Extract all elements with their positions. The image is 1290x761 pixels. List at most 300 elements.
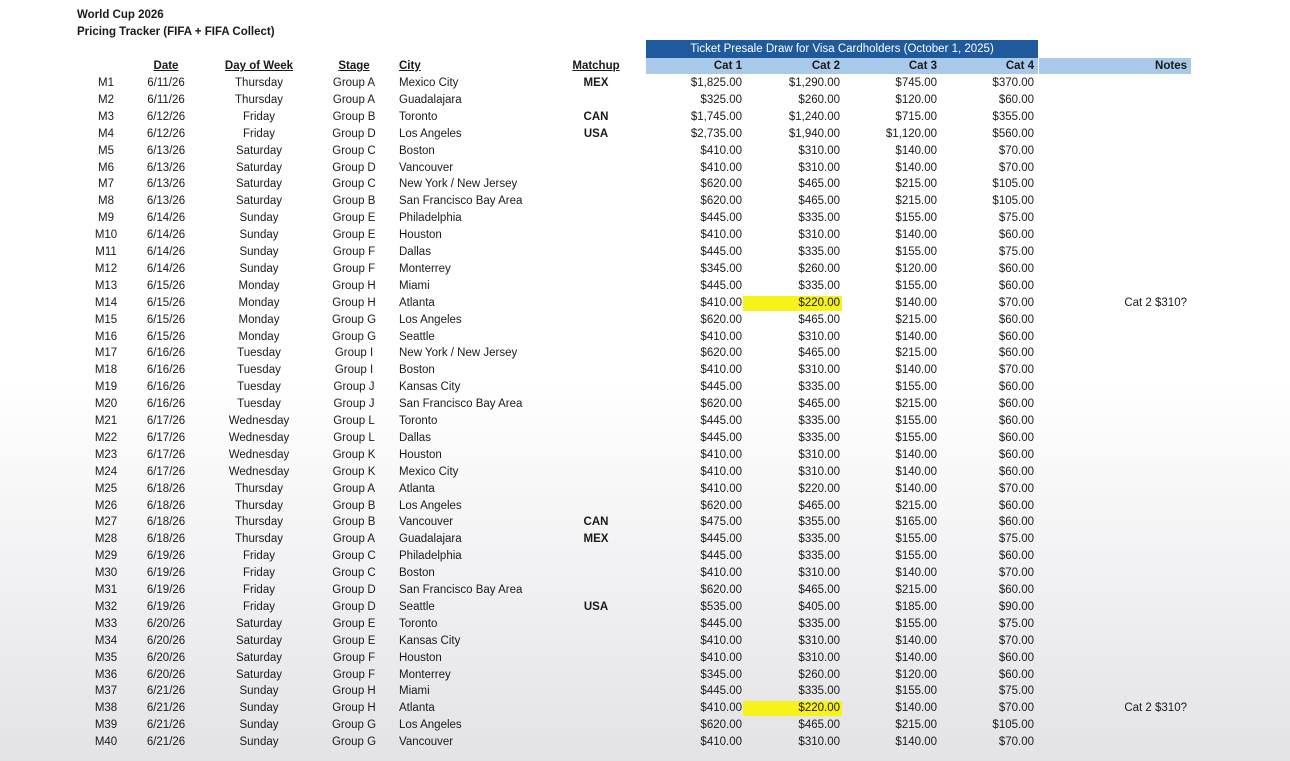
day-cell[interactable]: Wednesday xyxy=(228,431,290,444)
cat3-price-cell[interactable]: $155.00 xyxy=(895,685,937,698)
match-id-cell[interactable]: M13 xyxy=(94,279,118,292)
cat4-price-cell[interactable]: $70.00 xyxy=(998,144,1034,157)
notes-cell[interactable] xyxy=(1090,109,1187,126)
column-header-city[interactable]: City xyxy=(399,60,421,72)
matchup-cell[interactable] xyxy=(566,667,626,684)
cat3-price-cell[interactable]: $140.00 xyxy=(895,161,937,174)
stage-cell[interactable]: Group J xyxy=(333,381,375,394)
city-cell[interactable]: Houston xyxy=(399,448,442,461)
matchup-cell[interactable]: USA xyxy=(583,127,609,140)
cat3-price-cell[interactable]: $715.00 xyxy=(895,110,937,123)
match-id-cell[interactable]: M9 xyxy=(98,212,114,225)
cat1-price-cell[interactable]: $1,825.00 xyxy=(690,77,742,89)
stage-cell[interactable]: Group K xyxy=(332,448,376,461)
matchup-cell[interactable] xyxy=(566,650,626,667)
matchup-cell[interactable] xyxy=(566,481,626,498)
match-id-cell[interactable]: M36 xyxy=(94,668,118,681)
cat4-price-cell[interactable]: $70.00 xyxy=(998,702,1034,715)
match-id-cell[interactable]: M29 xyxy=(94,550,118,563)
cat1-price-cell[interactable]: $410.00 xyxy=(700,465,742,478)
cat2-price-cell[interactable]: $405.00 xyxy=(798,600,840,613)
city-cell[interactable]: Vancouver xyxy=(399,161,454,174)
cat4-price-cell[interactable]: $60.00 xyxy=(998,499,1034,512)
matchup-cell[interactable] xyxy=(566,582,626,599)
cat3-price-cell[interactable]: $140.00 xyxy=(895,702,937,715)
cat2-price-cell[interactable]: $310.00 xyxy=(798,229,840,242)
match-id-cell[interactable]: M31 xyxy=(94,584,118,596)
notes-cell[interactable] xyxy=(1090,329,1187,346)
column-header-date[interactable]: Date xyxy=(153,60,179,72)
cat2-price-cell[interactable]: $335.00 xyxy=(798,381,840,394)
matchup-cell[interactable] xyxy=(566,278,626,295)
cat1-price-cell[interactable]: $410.00 xyxy=(700,144,742,157)
date-cell[interactable]: 6/20/26 xyxy=(146,617,186,630)
notes-cell[interactable] xyxy=(1090,75,1187,92)
city-cell[interactable]: Philadelphia xyxy=(399,212,462,225)
cat4-price-cell[interactable]: $105.00 xyxy=(992,195,1034,208)
stage-cell[interactable]: Group H xyxy=(332,296,376,309)
cat2-price-cell[interactable]: $1,290.00 xyxy=(788,77,840,89)
cat4-price-cell[interactable]: $75.00 xyxy=(998,617,1034,630)
matchup-cell[interactable] xyxy=(566,447,626,464)
matchup-cell[interactable] xyxy=(566,244,626,261)
cat3-price-cell[interactable]: $215.00 xyxy=(895,499,937,512)
notes-cell[interactable] xyxy=(1090,599,1187,616)
city-cell[interactable]: Dallas xyxy=(399,246,431,258)
match-id-cell[interactable]: M15 xyxy=(94,313,118,326)
cat4-price-cell[interactable]: $75.00 xyxy=(998,212,1034,225)
stage-cell[interactable]: Group E xyxy=(332,212,376,225)
cat4-price-cell[interactable]: $70.00 xyxy=(998,736,1034,749)
city-cell[interactable]: Dallas xyxy=(399,431,431,444)
city-cell[interactable]: Toronto xyxy=(399,617,438,630)
cat4-price-cell[interactable]: $70.00 xyxy=(998,161,1034,174)
notes-cell[interactable] xyxy=(1090,498,1187,515)
column-header-cat1[interactable]: Cat 1 xyxy=(713,60,742,72)
cat4-price-cell[interactable]: $60.00 xyxy=(998,448,1034,461)
column-header-stage[interactable]: Stage xyxy=(338,60,370,72)
cat4-price-cell[interactable]: $70.00 xyxy=(998,567,1034,580)
notes-cell[interactable] xyxy=(1090,244,1187,261)
notes-cell[interactable] xyxy=(1090,193,1187,210)
city-cell[interactable]: Los Angeles xyxy=(399,127,462,140)
stage-cell[interactable]: Group H xyxy=(332,685,376,698)
cat4-price-cell[interactable]: $60.00 xyxy=(998,229,1034,242)
cat3-price-cell[interactable]: $140.00 xyxy=(895,229,937,242)
stage-cell[interactable]: Group B xyxy=(332,499,376,512)
stage-cell[interactable]: Group I xyxy=(334,364,374,377)
cat2-price-cell[interactable]: $310.00 xyxy=(798,736,840,749)
day-cell[interactable]: Saturday xyxy=(235,634,283,647)
cat1-price-cell[interactable]: $535.00 xyxy=(700,600,742,613)
date-cell[interactable]: 6/13/26 xyxy=(146,161,186,174)
cat3-price-cell[interactable]: $215.00 xyxy=(895,313,937,326)
cat2-price-cell[interactable]: $465.00 xyxy=(798,499,840,512)
matchup-cell[interactable] xyxy=(566,345,626,362)
cat3-price-cell[interactable]: $215.00 xyxy=(895,347,937,360)
city-cell[interactable]: New York / New Jersey xyxy=(399,347,518,360)
matchup-cell[interactable] xyxy=(566,683,626,700)
cat2-price-cell[interactable]: $310.00 xyxy=(798,144,840,157)
city-cell[interactable]: Kansas City xyxy=(399,381,461,394)
match-id-cell[interactable]: M19 xyxy=(94,381,118,394)
notes-cell[interactable]: Cat 2 $310? xyxy=(1124,702,1187,715)
date-cell[interactable]: 6/18/26 xyxy=(146,533,186,546)
notes-cell[interactable] xyxy=(1090,531,1187,548)
city-cell[interactable]: Los Angeles xyxy=(399,499,462,512)
cat3-price-cell[interactable]: $120.00 xyxy=(895,668,937,681)
cat1-price-cell[interactable]: $410.00 xyxy=(700,229,742,242)
cat1-price-cell[interactable]: $620.00 xyxy=(700,195,742,208)
date-cell[interactable]: 6/18/26 xyxy=(146,499,186,512)
stage-cell[interactable]: Group F xyxy=(332,246,376,258)
cat2-price-cell[interactable]: $310.00 xyxy=(798,161,840,174)
match-id-cell[interactable]: M6 xyxy=(98,161,114,174)
cat4-price-cell[interactable]: $60.00 xyxy=(998,381,1034,394)
cat2-price-cell[interactable]: $310.00 xyxy=(798,567,840,580)
city-cell[interactable]: Seattle xyxy=(399,330,435,343)
match-id-cell[interactable]: M8 xyxy=(98,195,114,208)
stage-cell[interactable]: Group G xyxy=(331,719,377,732)
date-cell[interactable]: 6/14/26 xyxy=(146,229,186,242)
cat3-price-cell[interactable]: $155.00 xyxy=(895,212,937,225)
date-cell[interactable]: 6/21/26 xyxy=(146,685,186,698)
cat3-price-cell[interactable]: $140.00 xyxy=(895,330,937,343)
date-cell[interactable]: 6/20/26 xyxy=(146,668,186,681)
city-cell[interactable]: Atlanta xyxy=(399,482,435,495)
day-cell[interactable]: Monday xyxy=(238,279,280,292)
column-header-matchup[interactable]: Matchup xyxy=(572,60,620,72)
cat4-price-cell[interactable]: $60.00 xyxy=(998,668,1034,681)
city-cell[interactable]: San Francisco Bay Area xyxy=(399,195,523,208)
cat4-price-cell[interactable]: $355.00 xyxy=(992,110,1034,123)
stage-cell[interactable]: Group A xyxy=(332,77,376,89)
city-cell[interactable]: Boston xyxy=(399,567,435,580)
cat3-price-cell[interactable]: $215.00 xyxy=(895,584,937,596)
cat3-price-cell[interactable]: $155.00 xyxy=(895,415,937,427)
cat3-price-cell[interactable]: $155.00 xyxy=(895,431,937,444)
cat2-price-cell[interactable]: $260.00 xyxy=(798,93,840,106)
match-id-cell[interactable]: M7 xyxy=(98,178,114,191)
city-cell[interactable]: Monterrey xyxy=(399,262,451,275)
day-cell[interactable]: Monday xyxy=(238,330,280,343)
notes-cell[interactable] xyxy=(1090,481,1187,498)
stage-cell[interactable]: Group I xyxy=(334,347,374,360)
day-cell[interactable]: Friday xyxy=(243,550,275,563)
cat4-price-cell[interactable]: $60.00 xyxy=(998,93,1034,106)
cat3-price-cell[interactable]: $215.00 xyxy=(895,398,937,411)
stage-cell[interactable]: Group E xyxy=(332,617,376,630)
match-id-cell[interactable]: M24 xyxy=(94,465,118,478)
day-cell[interactable]: Monday xyxy=(238,296,280,309)
city-cell[interactable]: Monterrey xyxy=(399,668,451,681)
date-cell[interactable]: 6/19/26 xyxy=(146,584,186,596)
cat4-price-cell[interactable]: $60.00 xyxy=(998,651,1034,664)
day-cell[interactable]: Thursday xyxy=(235,93,283,106)
cat2-price-cell[interactable]: $465.00 xyxy=(798,398,840,411)
stage-cell[interactable]: Group B xyxy=(332,110,376,123)
stage-cell[interactable]: Group C xyxy=(332,550,376,563)
city-cell[interactable]: Vancouver xyxy=(399,516,454,529)
cat3-price-cell[interactable]: $155.00 xyxy=(895,381,937,394)
day-cell[interactable]: Friday xyxy=(243,584,275,596)
notes-cell[interactable] xyxy=(1090,734,1187,751)
cat4-price-cell[interactable]: $60.00 xyxy=(998,330,1034,343)
stage-cell[interactable]: Group A xyxy=(332,482,376,495)
date-cell[interactable]: 6/21/26 xyxy=(146,702,186,715)
cat2-price-cell[interactable]: $1,240.00 xyxy=(788,110,840,123)
matchup-cell[interactable] xyxy=(566,295,626,312)
city-cell[interactable]: Miami xyxy=(399,279,430,292)
day-cell[interactable]: Saturday xyxy=(235,144,283,157)
match-id-cell[interactable]: M22 xyxy=(94,431,118,444)
stage-cell[interactable]: Group A xyxy=(332,93,376,106)
match-id-cell[interactable]: M27 xyxy=(94,516,118,529)
notes-cell[interactable] xyxy=(1090,464,1187,481)
city-cell[interactable]: San Francisco Bay Area xyxy=(399,398,523,411)
cat1-price-cell[interactable]: $445.00 xyxy=(700,381,742,394)
cat1-price-cell[interactable]: $475.00 xyxy=(700,516,742,529)
matchup-cell[interactable] xyxy=(566,700,626,717)
match-id-cell[interactable]: M32 xyxy=(94,600,118,613)
notes-cell[interactable] xyxy=(1090,650,1187,667)
day-cell[interactable]: Sunday xyxy=(239,246,279,258)
cat4-price-cell[interactable]: $70.00 xyxy=(998,634,1034,647)
cat4-price-cell[interactable]: $370.00 xyxy=(992,77,1034,89)
date-cell[interactable]: 6/17/26 xyxy=(146,431,186,444)
date-cell[interactable]: 6/19/26 xyxy=(146,567,186,580)
stage-cell[interactable]: Group F xyxy=(332,668,376,681)
date-cell[interactable]: 6/14/26 xyxy=(146,212,186,225)
cat2-price-cell[interactable]: $335.00 xyxy=(798,550,840,563)
matchup-cell[interactable] xyxy=(566,413,626,430)
cat3-price-cell[interactable]: $215.00 xyxy=(895,195,937,208)
cat3-price-cell[interactable]: $140.00 xyxy=(895,296,937,309)
cat4-price-cell[interactable]: $75.00 xyxy=(998,533,1034,546)
cat1-price-cell[interactable]: $620.00 xyxy=(700,584,742,596)
matchup-cell[interactable] xyxy=(566,143,626,160)
stage-cell[interactable]: Group D xyxy=(332,600,376,613)
notes-cell[interactable] xyxy=(1090,717,1187,734)
day-cell[interactable]: Saturday xyxy=(235,668,283,681)
cat1-price-cell[interactable]: $325.00 xyxy=(700,93,742,106)
cat3-price-cell[interactable]: $155.00 xyxy=(895,617,937,630)
date-cell[interactable]: 6/11/26 xyxy=(147,93,185,106)
match-id-cell[interactable]: M14 xyxy=(94,296,118,309)
day-cell[interactable]: Sunday xyxy=(239,719,279,732)
matchup-cell[interactable] xyxy=(566,193,626,210)
cat4-price-cell[interactable]: $75.00 xyxy=(998,685,1034,698)
date-cell[interactable]: 6/19/26 xyxy=(146,550,186,563)
match-id-cell[interactable]: M30 xyxy=(94,567,118,580)
match-id-cell[interactable]: M18 xyxy=(94,364,118,377)
cat2-price-cell[interactable]: $220.00 xyxy=(798,702,840,715)
day-cell[interactable]: Friday xyxy=(243,600,275,613)
notes-cell[interactable] xyxy=(1090,143,1187,160)
cat4-price-cell[interactable]: $560.00 xyxy=(992,127,1034,140)
cat1-price-cell[interactable]: $445.00 xyxy=(700,533,742,546)
notes-cell[interactable] xyxy=(1090,92,1187,109)
cat2-price-cell[interactable]: $465.00 xyxy=(798,719,840,732)
matchup-cell[interactable]: USA xyxy=(583,600,609,613)
match-id-cell[interactable]: M17 xyxy=(94,347,118,360)
date-cell[interactable]: 6/15/26 xyxy=(146,330,186,343)
notes-cell[interactable] xyxy=(1090,176,1187,193)
cat1-price-cell[interactable]: $410.00 xyxy=(700,161,742,174)
date-cell[interactable]: 6/19/26 xyxy=(146,600,186,613)
city-cell[interactable]: Toronto xyxy=(399,110,438,123)
day-cell[interactable]: Thursday xyxy=(235,482,283,495)
date-cell[interactable]: 6/15/26 xyxy=(146,296,186,309)
cat3-price-cell[interactable]: $215.00 xyxy=(895,178,937,191)
cat2-price-cell[interactable]: $465.00 xyxy=(798,584,840,596)
cat2-price-cell[interactable]: $260.00 xyxy=(798,668,840,681)
cat2-price-cell[interactable]: $335.00 xyxy=(798,212,840,225)
match-id-cell[interactable]: M39 xyxy=(94,719,118,732)
cat4-price-cell[interactable]: $70.00 xyxy=(998,482,1034,495)
day-cell[interactable]: Thursday xyxy=(235,499,283,512)
day-cell[interactable]: Sunday xyxy=(239,229,279,242)
notes-cell[interactable] xyxy=(1090,447,1187,464)
cat2-price-cell[interactable]: $465.00 xyxy=(798,313,840,326)
cat1-price-cell[interactable]: $445.00 xyxy=(700,550,742,563)
cat1-price-cell[interactable]: $620.00 xyxy=(700,347,742,360)
cat1-price-cell[interactable]: $620.00 xyxy=(700,719,742,732)
notes-cell[interactable] xyxy=(1090,227,1187,244)
cat4-price-cell[interactable]: $60.00 xyxy=(998,279,1034,292)
date-cell[interactable]: 6/16/26 xyxy=(146,398,186,411)
date-cell[interactable]: 6/13/26 xyxy=(146,144,186,157)
cat4-price-cell[interactable]: $60.00 xyxy=(998,398,1034,411)
matchup-cell[interactable]: MEX xyxy=(583,533,609,546)
matchup-cell[interactable] xyxy=(566,160,626,177)
match-id-cell[interactable]: M2 xyxy=(98,93,114,106)
city-cell[interactable]: Guadalajara xyxy=(399,533,462,546)
date-cell[interactable]: 6/17/26 xyxy=(146,465,186,478)
day-cell[interactable]: Tuesday xyxy=(237,381,281,394)
notes-cell[interactable] xyxy=(1090,278,1187,295)
match-id-cell[interactable]: M3 xyxy=(98,110,114,123)
cat1-price-cell[interactable]: $445.00 xyxy=(700,685,742,698)
cat4-price-cell[interactable]: $105.00 xyxy=(992,178,1034,191)
day-cell[interactable]: Friday xyxy=(243,110,275,123)
matchup-cell[interactable]: CAN xyxy=(583,516,609,529)
column-header-day[interactable]: Day of Week xyxy=(224,60,294,72)
cat1-price-cell[interactable]: $620.00 xyxy=(700,313,742,326)
stage-cell[interactable]: Group K xyxy=(332,465,376,478)
cat3-price-cell[interactable]: $185.00 xyxy=(895,600,937,613)
cat4-price-cell[interactable]: $105.00 xyxy=(992,719,1034,732)
cat2-price-cell[interactable]: $310.00 xyxy=(798,364,840,377)
date-cell[interactable]: 6/15/26 xyxy=(146,279,186,292)
match-id-cell[interactable]: M23 xyxy=(94,448,118,461)
date-cell[interactable]: 6/21/26 xyxy=(146,736,186,749)
column-header-cat4[interactable]: Cat 4 xyxy=(1005,60,1034,72)
notes-cell[interactable] xyxy=(1090,565,1187,582)
cat1-price-cell[interactable]: $620.00 xyxy=(700,398,742,411)
matchup-cell[interactable] xyxy=(566,210,626,227)
match-id-cell[interactable]: M16 xyxy=(94,330,118,343)
city-cell[interactable]: Vancouver xyxy=(399,736,454,749)
date-cell[interactable]: 6/11/26 xyxy=(147,77,185,89)
cat3-price-cell[interactable]: $140.00 xyxy=(895,736,937,749)
match-id-cell[interactable]: M1 xyxy=(98,77,114,89)
notes-cell[interactable] xyxy=(1090,548,1187,565)
cat1-price-cell[interactable]: $445.00 xyxy=(700,246,742,258)
matchup-cell[interactable] xyxy=(566,565,626,582)
notes-cell[interactable] xyxy=(1090,379,1187,396)
stage-cell[interactable]: Group L xyxy=(333,431,375,444)
stage-cell[interactable]: Group E xyxy=(332,229,376,242)
cat3-price-cell[interactable]: $155.00 xyxy=(895,279,937,292)
matchup-cell[interactable] xyxy=(566,734,626,751)
matchup-cell[interactable] xyxy=(566,329,626,346)
cat3-price-cell[interactable]: $140.00 xyxy=(895,465,937,478)
date-cell[interactable]: 6/20/26 xyxy=(146,651,186,664)
cat4-price-cell[interactable]: $70.00 xyxy=(998,364,1034,377)
cat1-price-cell[interactable]: $1,745.00 xyxy=(690,110,742,123)
match-id-cell[interactable]: M12 xyxy=(94,262,118,275)
cat1-price-cell[interactable]: $410.00 xyxy=(700,702,742,715)
notes-cell[interactable] xyxy=(1090,633,1187,650)
stage-cell[interactable]: Group C xyxy=(332,144,376,157)
column-header-cat3[interactable]: Cat 3 xyxy=(908,60,937,72)
day-cell[interactable]: Tuesday xyxy=(237,347,281,360)
cat3-price-cell[interactable]: $140.00 xyxy=(895,482,937,495)
column-header-notes[interactable]: Notes xyxy=(1155,60,1187,72)
city-cell[interactable]: Mexico City xyxy=(399,77,459,89)
notes-cell[interactable] xyxy=(1090,514,1187,531)
cat4-price-cell[interactable]: $60.00 xyxy=(998,465,1034,478)
matchup-cell[interactable] xyxy=(566,430,626,447)
stage-cell[interactable]: Group F xyxy=(332,262,376,275)
day-cell[interactable]: Sunday xyxy=(239,702,279,715)
day-cell[interactable]: Thursday xyxy=(235,77,283,89)
cat1-price-cell[interactable]: $445.00 xyxy=(700,212,742,225)
cat4-price-cell[interactable]: $60.00 xyxy=(998,550,1034,563)
cat2-price-cell[interactable]: $1,940.00 xyxy=(788,127,840,140)
day-cell[interactable]: Monday xyxy=(238,313,280,326)
city-cell[interactable]: Miami xyxy=(399,685,430,698)
city-cell[interactable]: Toronto xyxy=(399,415,438,427)
cat2-price-cell[interactable]: $260.00 xyxy=(798,262,840,275)
cat1-price-cell[interactable]: $410.00 xyxy=(700,296,742,309)
cat2-price-cell[interactable]: $465.00 xyxy=(798,178,840,191)
stage-cell[interactable]: Group D xyxy=(332,584,376,596)
stage-cell[interactable]: Group B xyxy=(332,195,376,208)
date-cell[interactable]: 6/14/26 xyxy=(146,262,186,275)
city-cell[interactable]: Los Angeles xyxy=(399,313,462,326)
cat4-price-cell[interactable]: $90.00 xyxy=(998,600,1034,613)
city-cell[interactable]: Houston xyxy=(399,651,442,664)
cat1-price-cell[interactable]: $620.00 xyxy=(700,178,742,191)
day-cell[interactable]: Sunday xyxy=(239,212,279,225)
city-cell[interactable]: Atlanta xyxy=(399,296,435,309)
cat2-price-cell[interactable]: $335.00 xyxy=(798,246,840,258)
date-cell[interactable]: 6/13/26 xyxy=(146,178,186,191)
cat2-price-cell[interactable]: $310.00 xyxy=(798,448,840,461)
notes-cell[interactable] xyxy=(1090,582,1187,599)
match-id-cell[interactable]: M10 xyxy=(94,229,118,242)
matchup-cell[interactable]: CAN xyxy=(583,110,609,123)
cat1-price-cell[interactable]: $410.00 xyxy=(700,364,742,377)
cat2-price-cell[interactable]: $335.00 xyxy=(798,685,840,698)
city-cell[interactable]: New York / New Jersey xyxy=(399,178,518,191)
notes-cell[interactable] xyxy=(1090,312,1187,329)
notes-cell[interactable] xyxy=(1090,396,1187,413)
matchup-cell[interactable] xyxy=(566,396,626,413)
cat2-price-cell[interactable]: $310.00 xyxy=(798,330,840,343)
